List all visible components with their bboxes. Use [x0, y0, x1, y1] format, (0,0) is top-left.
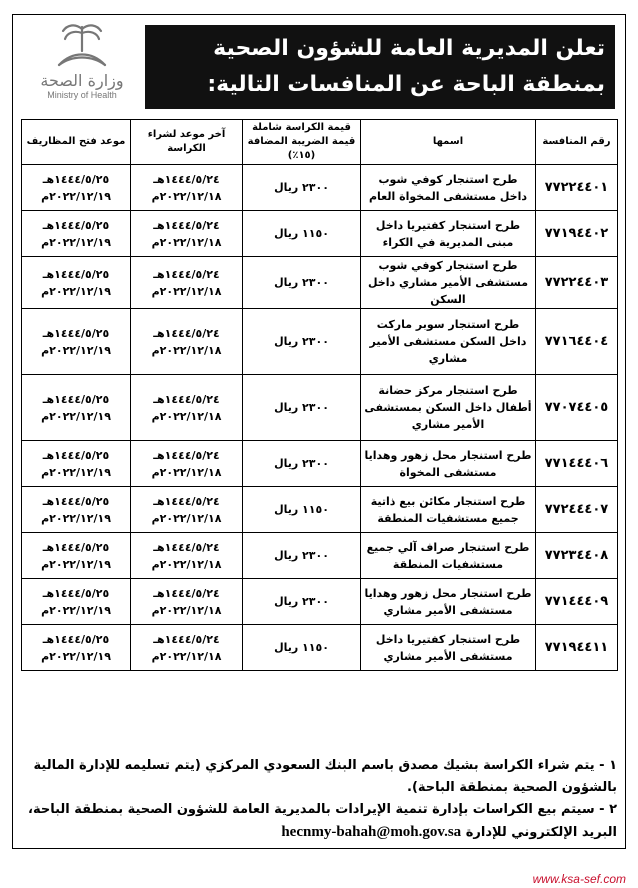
- opening-date-cell-text: ١٤٤٤/٥/٢٥هـ: [42, 218, 110, 232]
- booklet-price-cell: [243, 441, 361, 487]
- opening-date-cell: [22, 165, 131, 211]
- palm-swords-icon: [47, 21, 117, 69]
- table-header-row: [22, 120, 618, 165]
- booklet-price-cell: [243, 579, 361, 625]
- tender-number-cell-text: ٧٧٢٢٤٤٠٣: [544, 275, 609, 290]
- tender-number-cell-text: ٧٧١٦٤٤٠٤: [544, 334, 609, 349]
- booklet-price-cell-text: ١١٥٠ ريال: [274, 227, 329, 240]
- tender-number-cell: [536, 579, 618, 625]
- last-purchase-date-cell-text: ١٤٤٤/٥/٢٤هـ: [153, 218, 220, 232]
- last-purchase-date-cell-text: ٢٠٢٢/١٢/١٨م: [151, 465, 222, 479]
- opening-date-cell-text: ٢٠٢٢/١٢/١٩م: [41, 557, 111, 571]
- tender-name-cell: [361, 487, 536, 533]
- header-envelope-opening-date: موعد فتح المظاريف: [22, 120, 131, 165]
- opening-date-cell-text: ٢٠٢٢/١٢/١٩م: [41, 343, 111, 357]
- opening-date-cell: [22, 579, 131, 625]
- last-purchase-date-cell: [131, 257, 243, 309]
- last-purchase-date-cell-text: ١٤٤٤/٥/٢٤هـ: [153, 326, 220, 340]
- ministry-logo: [19, 21, 145, 115]
- logo-arabic-text: وزارة الصحة: [40, 71, 124, 90]
- tender-name-cell: [361, 309, 536, 375]
- last-purchase-date-cell: [131, 533, 243, 579]
- opening-date-cell: [22, 487, 131, 533]
- last-purchase-date-cell-text: ١٤٤٤/٥/٢٤هـ: [153, 540, 220, 554]
- tender-number-cell-text: ٧٧١٩٤٤١١: [544, 640, 609, 655]
- opening-date-cell-text: ٢٠٢٢/١٢/١٩م: [41, 465, 111, 479]
- opening-date-cell: [22, 375, 131, 441]
- logo-english-text: Ministry of Health: [47, 90, 117, 100]
- tender-number-cell: [536, 165, 618, 211]
- tender-name-cell: [361, 375, 536, 441]
- last-purchase-date-cell-text: ١٤٤٤/٥/٢٤هـ: [153, 494, 220, 508]
- note-1: ١ - يتم شراء الكراسة بشيك مصدق باسم البنك السعودي المركزي (يتم تسليمه للإدارة المالية بالشؤون الصحية بمنطقة الباحة).: [33, 758, 617, 795]
- last-purchase-date-cell: [131, 579, 243, 625]
- tender-name-cell: [361, 579, 536, 625]
- tender-name-cell: [361, 441, 536, 487]
- title-line-1: تعلن المديرية العامة للشؤون الصحية: [213, 36, 605, 61]
- tender-name-cell-text: طرح استنجار مكائن بيع ذاتية جميع مستشفيات المنطقة: [370, 494, 526, 525]
- opening-date-cell-text: ٢٠٢٢/١٢/١٩م: [41, 189, 111, 203]
- tender-name-cell: [361, 625, 536, 671]
- opening-date-cell: [22, 257, 131, 309]
- last-purchase-date-cell-text: ١٤٤٤/٥/٢٤هـ: [153, 267, 220, 281]
- last-purchase-date-cell-text: ٢٠٢٢/١٢/١٨م: [151, 284, 222, 298]
- tender-number-cell: [536, 257, 618, 309]
- opening-date-cell-text: ١٤٤٤/٥/٢٥هـ: [42, 494, 110, 508]
- last-purchase-date-cell: [131, 165, 243, 211]
- tender-number-cell: [536, 625, 618, 671]
- tender-name-cell-text: طرح استنجار كوفي شوب داخل مستشفى المخواة العام: [368, 172, 528, 203]
- booklet-price-cell-text: ١١٥٠ ريال: [274, 503, 329, 516]
- tender-name-cell-text: طرح استنجار صراف آلي جميع مستشفيات المنطقة: [366, 540, 530, 571]
- tender-number-cell-text: ٧٧٢٣٤٤٠٨: [544, 548, 609, 563]
- table-row: [22, 579, 618, 625]
- last-purchase-date-cell: [131, 487, 243, 533]
- tender-name-cell-text: طرح استنجار مركز حضانة أطفال داخل السكن بمستشفى الأمير مشاري: [364, 384, 532, 431]
- booklet-price-cell-text: ٢٣٠٠ ريال: [274, 457, 329, 470]
- header-tender-number: رقم المنافسة: [536, 120, 618, 165]
- tender-name-cell: [361, 533, 536, 579]
- tender-name-cell: [361, 165, 536, 211]
- last-purchase-date-cell-text: ١٤٤٤/٥/٢٤هـ: [153, 392, 220, 406]
- header-tender-name: اسمها: [361, 120, 536, 165]
- note-2: [21, 799, 617, 844]
- booklet-price-cell-text: ٢٣٠٠ ريال: [274, 181, 329, 194]
- opening-date-cell: [22, 211, 131, 257]
- last-purchase-date-cell: [131, 309, 243, 375]
- booklet-price-cell: [243, 309, 361, 375]
- booklet-price-cell-text: ٢٣٠٠ ريال: [274, 549, 329, 562]
- header: [13, 15, 625, 115]
- opening-date-cell-text: ٢٠٢٢/١٢/١٩م: [41, 409, 111, 423]
- opening-date-cell-text: ٢٠٢٢/١٢/١٩م: [41, 235, 111, 249]
- table-row: [22, 625, 618, 671]
- announcement-page: [12, 14, 626, 849]
- tenders-table: [21, 119, 618, 671]
- opening-date-cell-text: ١٤٤٤/٥/٢٥هـ: [42, 632, 110, 646]
- booklet-price-cell: [243, 211, 361, 257]
- booklet-price-cell: [243, 625, 361, 671]
- tender-name-cell: [361, 211, 536, 257]
- opening-date-cell-text: ٢٠٢٢/١٢/١٩م: [41, 284, 111, 298]
- tender-number-cell: [536, 211, 618, 257]
- tender-number-cell: [536, 487, 618, 533]
- opening-date-cell: [22, 625, 131, 671]
- last-purchase-date-cell: [131, 441, 243, 487]
- source-site-link[interactable]: www.ksa-sef.com: [532, 872, 626, 886]
- booklet-price-cell-text: ٢٣٠٠ ريال: [274, 595, 329, 608]
- last-purchase-date-cell-text: ٢٠٢٢/١٢/١٨م: [151, 409, 222, 423]
- opening-date-cell-text: ١٤٤٤/٥/٢٥هـ: [42, 392, 110, 406]
- booklet-price-cell: [243, 257, 361, 309]
- opening-date-cell-text: ٢٠٢٢/١٢/١٩م: [41, 603, 111, 617]
- last-purchase-date-cell-text: ٢٠٢٢/١٢/١٨م: [151, 189, 222, 203]
- booklet-price-cell: [243, 487, 361, 533]
- booklet-price-cell: [243, 533, 361, 579]
- opening-date-cell-text: ١٤٤٤/٥/٢٥هـ: [42, 586, 110, 600]
- title-line-2: بمنطقة الباحة عن المنافسات التالية:: [207, 72, 605, 97]
- table-row: [22, 441, 618, 487]
- booklet-price-cell-text: ٢٣٠٠ ريال: [274, 401, 329, 414]
- last-purchase-date-cell-text: ١٤٤٤/٥/٢٤هـ: [153, 448, 220, 462]
- opening-date-cell: [22, 533, 131, 579]
- last-purchase-date-cell: [131, 625, 243, 671]
- last-purchase-date-cell-text: ٢٠٢٢/١٢/١٨م: [151, 603, 222, 617]
- opening-date-cell: [22, 441, 131, 487]
- table-row: [22, 487, 618, 533]
- contact-email[interactable]: hecnmy-bahah@moh.gov.sa: [281, 824, 462, 840]
- table-row: [22, 165, 618, 211]
- opening-date-cell-text: ١٤٤٤/٥/٢٥هـ: [42, 172, 110, 186]
- tender-number-cell-text: ٧٧١٤٤٤٠٦: [544, 456, 609, 471]
- tender-name-cell-text: طرح استنجار كفتيريا داخل مستشفى الأمير مشاري: [375, 632, 521, 663]
- header-last-purchase-date: آخر موعد لشراء الكراسة: [131, 120, 243, 165]
- tender-number-cell: [536, 441, 618, 487]
- tender-name-cell-text: طرح استنجار سوبر ماركت داخل السكن مستشفى الأمير مشاري: [369, 318, 527, 365]
- tender-number-cell: [536, 533, 618, 579]
- booklet-price-cell-text: ١١٥٠ ريال: [274, 641, 329, 654]
- last-purchase-date-cell: [131, 375, 243, 441]
- table-row: [22, 533, 618, 579]
- tender-number-cell-text: ٧٧٢٤٤٤٠٧: [544, 502, 609, 517]
- tender-number-cell-text: ٧٧٢٢٤٤٠١: [544, 180, 609, 195]
- tender-name-cell: [361, 257, 536, 309]
- booklet-price-cell-text: ٢٣٠٠ ريال: [274, 335, 329, 348]
- table-row: [22, 375, 618, 441]
- tender-number-cell-text: ٧٧١٩٤٤٠٢: [544, 226, 609, 241]
- title-banner: [145, 25, 615, 109]
- opening-date-cell-text: ١٤٤٤/٥/٢٥هـ: [42, 540, 110, 554]
- booklet-price-cell: [243, 375, 361, 441]
- tender-number-cell-text: ٧٧٠٧٤٤٠٥: [544, 400, 609, 415]
- last-purchase-date-cell-text: ٢٠٢٢/١٢/١٨م: [151, 557, 222, 571]
- opening-date-cell-text: ٢٠٢٢/١٢/١٩م: [41, 649, 111, 663]
- last-purchase-date-cell-text: ٢٠٢٢/١٢/١٨م: [151, 343, 222, 357]
- tender-name-cell-text: طرح استنجار محل زهور وهدايا مستشفى المخواة: [364, 448, 532, 479]
- opening-date-cell-text: ١٤٤٤/٥/٢٥هـ: [42, 326, 110, 340]
- last-purchase-date-cell-text: ١٤٤٤/٥/٢٤هـ: [153, 172, 220, 186]
- tender-number-cell: [536, 309, 618, 375]
- last-purchase-date-cell-text: ٢٠٢٢/١٢/١٨م: [151, 235, 222, 249]
- tender-name-cell-text: طرح استنجار كوفي شوب مستشفى الأمير مشاري داخل السكن: [367, 259, 529, 306]
- table-row: [22, 257, 618, 309]
- last-purchase-date-cell-text: ١٤٤٤/٥/٢٤هـ: [153, 586, 220, 600]
- notes: [21, 755, 617, 844]
- booklet-price-cell-text: ٢٣٠٠ ريال: [274, 276, 329, 289]
- tender-number-cell-text: ٧٧١٤٤٤٠٩: [544, 594, 609, 609]
- opening-date-cell-text: ١٤٤٤/٥/٢٥هـ: [42, 448, 110, 462]
- table-row: [22, 309, 618, 375]
- last-purchase-date-cell-text: ١٤٤٤/٥/٢٤هـ: [153, 632, 220, 646]
- opening-date-cell: [22, 309, 131, 375]
- last-purchase-date-cell-text: ٢٠٢٢/١٢/١٨م: [151, 649, 222, 663]
- last-purchase-date-cell: [131, 211, 243, 257]
- table-row: [22, 211, 618, 257]
- booklet-price-cell: [243, 165, 361, 211]
- tender-number-cell: [536, 375, 618, 441]
- tender-name-cell-text: طرح استنجار كفتيريا داخل مبنى المديرية في الكراء: [375, 218, 521, 249]
- last-purchase-date-cell-text: ٢٠٢٢/١٢/١٨م: [151, 511, 222, 525]
- tender-name-cell-text: طرح استنجار محل زهور وهدايا مستشفى الأمير مشاري: [364, 586, 532, 617]
- header-booklet-price: قيمة الكراسة شاملة قيمة الضريبة المضافة (١٥٪): [243, 120, 361, 165]
- opening-date-cell-text: ٢٠٢٢/١٢/١٩م: [41, 511, 111, 525]
- opening-date-cell-text: ١٤٤٤/٥/٢٥هـ: [42, 267, 110, 281]
- note-2-text: ٢ - سيتم بيع الكراسات بإدارة تنمية الإيرادات بالمديرية العامة للشؤون الصحية بمنطقة الباحة، البريد الإلكتروني للإدارة: [28, 802, 617, 840]
